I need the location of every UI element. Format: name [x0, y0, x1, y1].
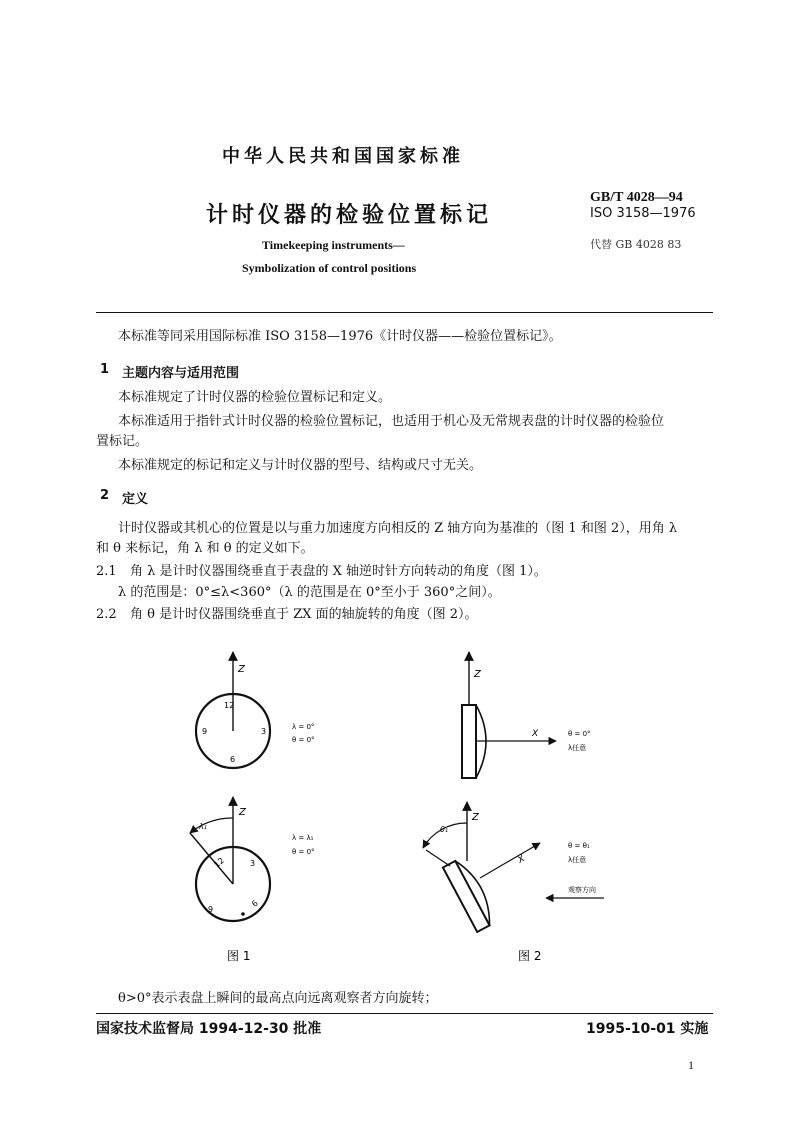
x-axis-label: X	[516, 853, 527, 866]
lambda-label: λ₁	[199, 822, 207, 831]
english-title-line1: Timekeeping instruments—	[262, 238, 405, 252]
figure-2-caption: 图 2	[518, 949, 542, 963]
section-1-para-2a: 本标准适用于指针式计时仪器的检验位置标记，也适用于机心及无常规表盘的计时仪器的检验位	[118, 414, 665, 429]
dial-12-label: 12	[212, 855, 226, 870]
section-1-para-1: 本标准规定了计时仪器的检验位置标记和定义。	[118, 390, 392, 405]
figure-1-caption: 图 1	[227, 949, 251, 963]
implementation-date: 1995-10-01 实施	[586, 1021, 709, 1037]
observe-direction-label: 观察方向	[568, 886, 596, 894]
section-2-1-range: λ 的范围是：0°≤λ<360°（λ 的范围是在 0°至小于 360°之间）。	[118, 585, 501, 600]
fig2b-theta-value: θ = θ₁	[568, 842, 590, 850]
page-number: 1	[688, 1058, 694, 1072]
theta-note: θ>0°表示表盘上瞬间的最高点向远离观察者方向旋转；	[118, 991, 438, 1006]
section-1-para-3: 本标准规定的标记和定义与计时仪器的型号、结构或尺寸无关。	[118, 458, 483, 473]
figure-2a-sideview	[462, 652, 591, 778]
footer-divider	[96, 1013, 713, 1014]
replaces-note: 代替 GB 4028 83	[590, 238, 682, 251]
z-axis-label: Z	[238, 664, 245, 675]
figure-2b-sideview	[423, 802, 604, 932]
section-1-title: 主题内容与适用范围	[122, 366, 240, 381]
standard-code: GB/T 4028—94	[590, 190, 683, 205]
section-1-number: 1	[100, 362, 110, 377]
dial-dot	[241, 912, 245, 916]
dial-9-label: 9	[208, 905, 214, 914]
dial-6-label: 6	[230, 755, 236, 764]
section-2-number: 2	[100, 488, 110, 503]
theta-label: θ₁	[440, 825, 449, 834]
fig1b-theta-value: θ = 0°	[292, 848, 315, 856]
intro-paragraph: 本标准等同采用国际标准 ISO 3158—1976《计时仪器——检验位置标记》。	[118, 329, 562, 344]
section-2-para-1b: 和 θ 来标记，角 λ 和 θ 的定义如下。	[96, 541, 314, 556]
iso-code: ISO 3158—1976	[590, 206, 696, 221]
fig2b-lambda-value: λ任意	[568, 856, 587, 864]
z-axis-label: Z	[474, 669, 481, 680]
section-2-2-number: 2.2	[96, 607, 117, 622]
approval-date: 国家技术监督局 1994-12-30 批准	[96, 1021, 322, 1037]
figure-1a-dial	[196, 652, 315, 768]
section-2-1-number: 2.1	[96, 564, 117, 579]
figure-1b-dial	[190, 797, 315, 921]
figures-area	[0, 630, 794, 970]
z-axis-label: Z	[472, 812, 479, 823]
country-title: 中华人民共和国国家标准	[222, 146, 464, 167]
section-1-para-2b: 置标记。	[96, 434, 149, 449]
dial-9-label: 9	[202, 727, 208, 736]
fig1a-lambda-value: λ = 0°	[292, 723, 315, 731]
section-2-title: 定义	[122, 492, 149, 507]
z-axis-label: Z	[239, 807, 246, 818]
section-2-2-text: 角 θ 是计时仪器围绕垂直于 ZX 面的轴旋转的角度（图 2）。	[130, 607, 478, 622]
standard-title: 计时仪器的检验位置标记	[206, 203, 493, 228]
header-divider	[96, 312, 713, 313]
fig2a-lambda-value: λ任意	[568, 744, 587, 752]
fig2a-theta-value: θ = 0°	[568, 730, 591, 738]
section-2-1-text: 角 λ 是计时仪器围绕垂直于表盘的 X 轴逆时针方向转动的角度（图 1）。	[130, 564, 547, 579]
dial-3-label: 3	[250, 859, 256, 868]
dial-6-label: 6	[250, 898, 260, 909]
fig1a-theta-value: θ = 0°	[292, 736, 315, 744]
english-title-line2: Symbolization of control positions	[242, 261, 417, 275]
fig1b-lambda-value: λ = λ₁	[292, 834, 314, 842]
section-2-para-1a: 计时仪器或其机心的位置是以与重力加速度方向相反的 Z 轴方向为基准的（图 1 和图 2），用角 λ	[118, 521, 678, 536]
x-axis-label: X	[532, 729, 539, 739]
dial-12-label: 12	[224, 701, 235, 710]
dial-3-label: 3	[261, 727, 267, 736]
